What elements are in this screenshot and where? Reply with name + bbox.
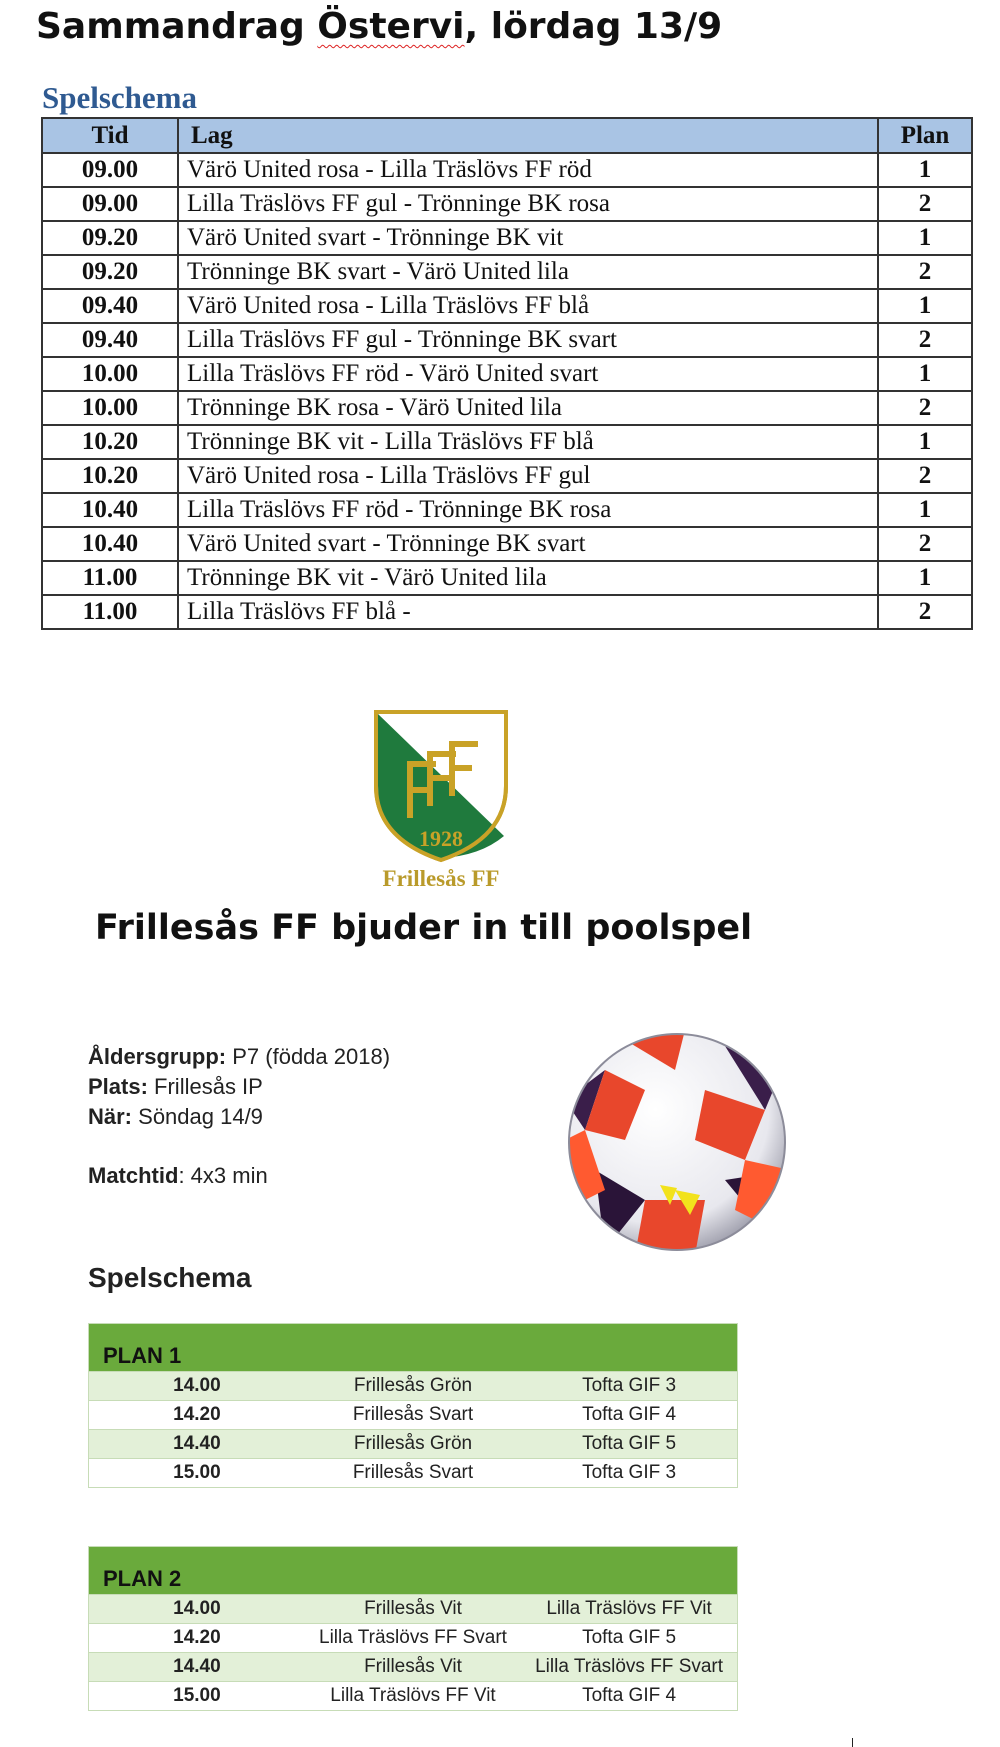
match-teams: Värö United rosa - Lilla Träslövs FF gul [178,459,878,493]
pool-away-team: Tofta GIF 5 [521,1430,737,1459]
match-time: 11.00 [42,561,178,595]
match-time: 09.20 [42,255,178,289]
match-time: 09.00 [42,187,178,221]
match-teams: Lilla Träslövs FF röd - Värö United svart [178,357,878,391]
match-plan: 1 [878,221,972,255]
place-line: Plats: Frillesås IP [88,1074,263,1099]
match-teams: Trönninge BK vit - Lilla Träslövs FF blå [178,425,878,459]
match-time: 09.40 [42,323,178,357]
pool-away-team: Lilla Träslövs FF Vit [521,1595,737,1624]
schedule-row [42,289,972,323]
match-plan: 2 [878,595,972,629]
match-teams: Lilla Träslövs FF blå - [178,595,878,629]
schedule-heading: Spelschema [42,80,197,115]
pool-home-team: Lilla Träslövs FF Svart [305,1624,521,1653]
schedule-table [41,117,973,630]
pool-match-time: 14.00 [89,1595,305,1624]
pool-home-team: Frillesås Vit [305,1595,521,1624]
schedule-row [42,527,972,561]
pool-home-team: Frillesås Svart [305,1459,521,1488]
document-title: Sammandrag Östervi, lördag 13/9 [36,6,723,47]
pool-home-team: Frillesås Svart [305,1401,521,1430]
header-plan: Plan [878,118,972,153]
schedule-header-row [42,118,972,153]
pool-away-team: Lilla Träslövs FF Svart [521,1653,737,1682]
match-time: 09.40 [42,289,178,323]
pool-match-row [89,1624,738,1653]
schedule-row [42,425,972,459]
matchtime-line: Matchtid: 4x3 min [88,1163,268,1188]
plan-1-label: PLAN 1 [89,1324,738,1372]
spellcheck-word: Östervi [317,6,465,47]
match-plan: 2 [878,391,972,425]
pool-match-row [89,1372,738,1401]
age-group-line: Åldersgrupp: P7 (födda 2018) [88,1044,391,1069]
pool-match-time: 14.20 [89,1624,305,1653]
schedule-row [42,153,972,187]
pool-match-row [89,1459,738,1488]
pool-match-row [89,1653,738,1682]
match-teams: Lilla Träslövs FF röd - Trönninge BK rosa [178,493,878,527]
pool-away-team: Tofta GIF 4 [521,1401,737,1430]
pool-away-team: Tofta GIF 5 [521,1624,737,1653]
pool-match-row [89,1430,738,1459]
schedule-row [42,323,972,357]
plan-1-table [88,1323,738,1488]
match-plan: 2 [878,527,972,561]
schedule-row [42,221,972,255]
header-lag: Lag [178,118,878,153]
match-time: 10.20 [42,425,178,459]
match-time: 10.40 [42,527,178,561]
match-teams: Lilla Träslövs FF gul - Trönninge BK svart [178,323,878,357]
match-plan: 2 [878,187,972,221]
pool-match-time: 15.00 [89,1682,305,1711]
match-plan: 1 [878,561,972,595]
pool-match-row [89,1595,738,1624]
match-plan: 1 [878,493,972,527]
match-time: 11.00 [42,595,178,629]
pool-match-row [89,1682,738,1711]
match-time: 10.40 [42,493,178,527]
schedule-row [42,493,972,527]
pool-match-time: 14.20 [89,1401,305,1430]
schedule-row [42,391,972,425]
pool-match-time: 15.00 [89,1459,305,1488]
pool-match-time: 14.40 [89,1430,305,1459]
pool-schedule-heading: Spelschema [88,1262,252,1293]
invite-title: Frillesås FF bjuder in till poolspel [95,908,753,948]
pool-away-team: Tofta GIF 4 [521,1682,737,1711]
match-plan: 1 [878,425,972,459]
pool-match-row [89,1401,738,1430]
plan-2-label: PLAN 2 [89,1547,738,1595]
header-tid: Tid [42,118,178,153]
pool-away-team: Tofta GIF 3 [521,1372,737,1401]
pool-home-team: Frillesås Grön [305,1372,521,1401]
page-mark [852,1738,853,1747]
schedule-row [42,187,972,221]
football-icon [565,1030,790,1255]
when-line: När: Söndag 14/9 [88,1104,263,1129]
plan-2-header [89,1547,738,1595]
match-time: 10.20 [42,459,178,493]
pool-home-team: Lilla Träslövs FF Vit [305,1682,521,1711]
plan-2-table [88,1546,738,1711]
match-teams: Värö United svart - Trönninge BK svart [178,527,878,561]
match-time: 10.00 [42,391,178,425]
match-teams: Värö United svart - Trönninge BK vit [178,221,878,255]
schedule-row [42,255,972,289]
match-plan: 1 [878,153,972,187]
pool-match-time: 14.00 [89,1372,305,1401]
match-time: 10.00 [42,357,178,391]
schedule-row [42,561,972,595]
match-plan: 2 [878,323,972,357]
pool-home-team: Frillesås Grön [305,1430,521,1459]
match-teams: Värö United rosa - Lilla Träslövs FF blå [178,289,878,323]
schedule-row [42,357,972,391]
pool-home-team: Frillesås Vit [305,1653,521,1682]
match-time: 09.20 [42,221,178,255]
pool-match-time: 14.40 [89,1653,305,1682]
club-logo-icon [370,706,512,864]
match-teams: Trönninge BK rosa - Värö United lila [178,391,878,425]
match-plan: 2 [878,459,972,493]
pool-away-team: Tofta GIF 3 [521,1459,737,1488]
match-teams: Lilla Träslövs FF gul - Trönninge BK rosa [178,187,878,221]
schedule-row [42,459,972,493]
match-plan: 2 [878,255,972,289]
match-plan: 1 [878,289,972,323]
logo-caption: Frillesås FF [382,866,500,891]
plan-1-header [89,1324,738,1372]
match-time: 09.00 [42,153,178,187]
schedule-row [42,595,972,629]
logo-year: 1928 [419,826,463,851]
match-plan: 1 [878,357,972,391]
match-teams: Värö United rosa - Lilla Träslövs FF röd [178,153,878,187]
match-teams: Trönninge BK vit - Värö United lila [178,561,878,595]
match-teams: Trönninge BK svart - Värö United lila [178,255,878,289]
